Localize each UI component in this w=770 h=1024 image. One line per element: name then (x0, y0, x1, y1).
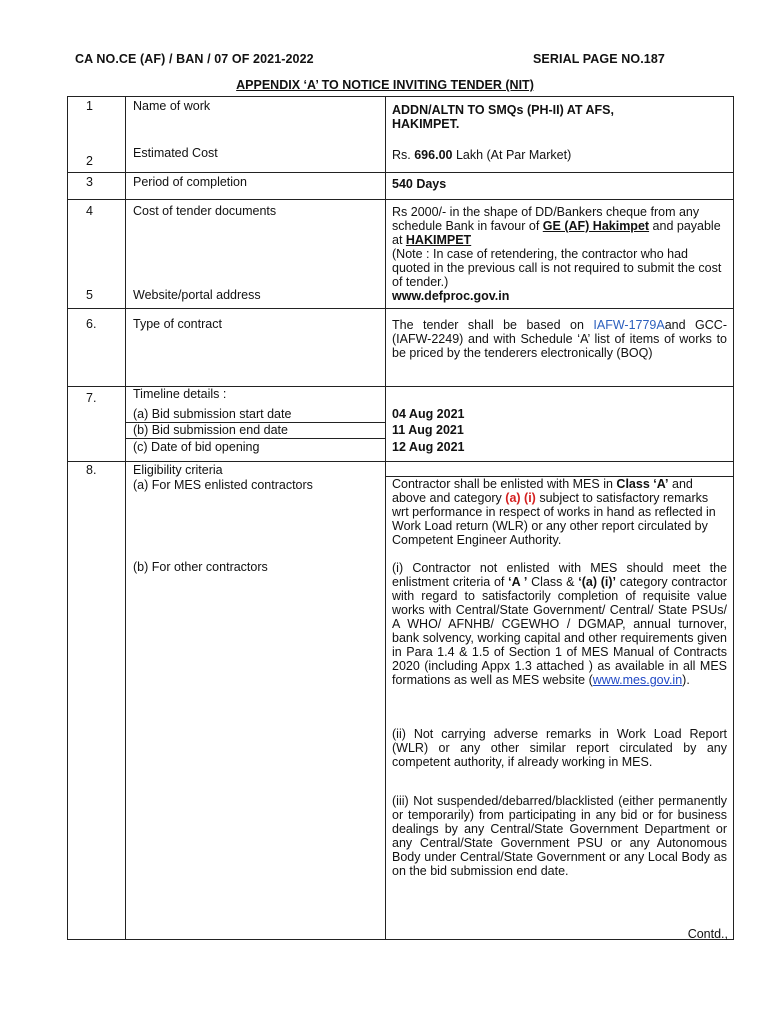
row-4-number: 4 (86, 204, 93, 218)
row-8-number: 8. (86, 463, 97, 477)
row-6-number: 6. (86, 317, 97, 331)
table-divider-2 (385, 96, 386, 940)
row-8-label: Eligibility criteria (133, 463, 223, 477)
row-5-number: 5 (86, 288, 93, 302)
eligibility-a-label: (a) For MES enlisted contractors (133, 478, 313, 492)
bid-start-label: (a) Bid submission start date (133, 407, 292, 421)
table-divider-1 (125, 96, 126, 940)
row-1-value (392, 103, 727, 131)
row-divider (67, 308, 734, 309)
estimated-cost-amount: 696.00 (414, 148, 453, 162)
sub-row-divider (125, 438, 385, 439)
tender-fee-note: (Note : In case of retendering, the contractor who had quoted in the previous call is not required to submit the cost of tender.) (392, 247, 722, 289)
table-border-top (67, 96, 734, 97)
table-border-left (67, 96, 68, 940)
row-1-label: Name of work (133, 99, 211, 113)
row-2-number: 2 (86, 154, 93, 168)
eligibility-b-i (392, 561, 727, 687)
continued-marker: Contd., (687, 927, 728, 941)
tender-fee-payee: GE (AF) Hakimpet (542, 219, 650, 233)
eligibility-b-ii: (ii) Not carrying adverse remarks in Work Load Report (WLR) or any other similar report circulated by any competent authority, if already working in MES. (392, 727, 727, 769)
row-6-label: Type of contract (133, 317, 222, 331)
bid-opening-label: (c) Date of bid opening (133, 440, 260, 454)
eligibility-a-text-5: subject to satisfactory remarks wrt performance in respect of works in hand as reflected in Work Load return (WLR) or any other report circulated by Competent Engineer Authority. (392, 491, 716, 547)
row-1-number: 1 (86, 99, 93, 113)
eligibility-b-i-text-5: category contractor with regard to satisfactorily completion of requisite value works with Central/State Government/ Central/ State PSUs/ A WHO/ AFNHB/ CGEWHO / DGMAP, annual turnover, bank solvency, working capital and other requirements given in Para 1.4 & 1.5 of Section 1 of MES Manual of Contracts 2020 (including Appx 1.3 attached ) as available in all MES formations as well as MES website ( (392, 575, 728, 687)
bid-end-label: (b) Bid submission end date (133, 423, 288, 437)
row-5-label: Website/portal address (133, 288, 261, 302)
eligibility-b-i-category: ‘(a) (i)’ (578, 575, 616, 589)
tender-fee-text-2: and payable at (392, 219, 721, 247)
eligibility-a-text (392, 477, 727, 547)
row-1-value-line-2: HAKIMPET. (392, 117, 460, 131)
contract-type-text: The tender shall be based on (392, 318, 594, 332)
row-4-label: Cost of tender documents (133, 204, 277, 218)
serial-page-number: SERIAL PAGE NO.187 (533, 52, 665, 66)
row-3-label: Period of completion (133, 175, 247, 189)
row-divider (67, 172, 734, 173)
row-6-value (392, 318, 727, 360)
eligibility-b-i-text-3: Class & (527, 575, 579, 589)
estimated-cost-suffix: Lakh (At Par Market) (452, 148, 572, 162)
eligibility-a-class: Class ‘A’ (616, 477, 669, 491)
row-2-label: Estimated Cost (133, 146, 218, 160)
eligibility-b-iii: (iii) Not suspended/debarred/blacklisted (either permanently or temporarily) from participating in any bid or for business dealings by any Central/State Government Department or any Central/State Government PSU or any Autonomous Body under Central/State Government or any Local Body as on the bid submission end date. (392, 794, 727, 878)
eligibility-b-label: (b) For other contractors (133, 560, 268, 574)
row-7-number: 7. (86, 391, 97, 405)
row-3-value: 540 Days (392, 177, 447, 191)
eligibility-b-i-text-6: ). (682, 673, 690, 687)
mes-website-link[interactable]: www.mes.gov.in (592, 673, 683, 687)
table-border-bottom (67, 939, 734, 940)
table-border-right (733, 96, 734, 940)
eligibility-a-category: (a) (i) (505, 491, 536, 505)
bid-end-date: 11 Aug 2021 (392, 423, 464, 437)
row-1-value-line-1: ADDN/ALTN TO SMQs (PH-II) AT AFS, (392, 103, 614, 117)
row-7-label: Timeline details : (133, 387, 227, 401)
document-reference: CA NO.CE (AF) / BAN / 07 OF 2021-2022 (75, 52, 314, 66)
row-divider (67, 461, 734, 462)
tender-fee-text: Rs 2000/- in the shape of DD/Bankers cheque from any schedule Bank in favour of (392, 205, 700, 233)
row-divider (67, 199, 734, 200)
contract-type-text-2: and GCC- (IAFW-2249) and with Schedule ‘A’ list of items of works to be priced by the tenderers electronically (BOQ) (392, 318, 727, 360)
eligibility-a-text-1: Contractor shall be enlisted with MES in (392, 477, 617, 491)
bid-start-date: 04 Aug 2021 (392, 407, 465, 421)
contract-type-form: IAFW-1779A (593, 318, 665, 332)
eligibility-b-i-text-1: (i) Contractor not enlisted with MES should meet the enlistment criteria of (392, 561, 727, 589)
bid-opening-date: 12 Aug 2021 (392, 440, 465, 454)
eligibility-b-i-class: ‘A ’ (508, 575, 528, 589)
row-2-value (392, 148, 727, 162)
appendix-title: APPENDIX ‘A’ TO NOTICE INVITING TENDER (NIT) (236, 78, 534, 92)
row-4-value (392, 205, 727, 289)
eligibility-a-text-3: and above and category (392, 477, 693, 505)
estimated-cost-prefix: Rs. (392, 148, 415, 162)
website-link[interactable]: www.defproc.gov.in (392, 289, 510, 303)
row-3-number: 3 (86, 175, 93, 189)
tender-fee-payable-at: HAKIMPET (405, 233, 472, 247)
